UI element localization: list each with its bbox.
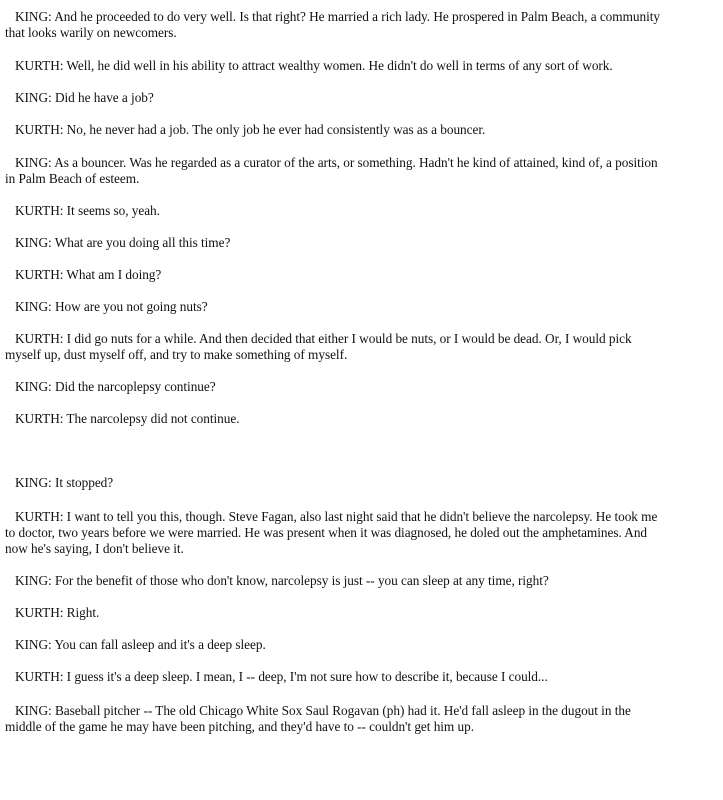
transcript-paragraph-king: KING: It stopped?: [15, 475, 114, 490]
transcript-paragraph-king: KING: And he proceeded to do very well. Is that right? He married a rich lady. He prospered in Palm Beach, a community that looks warily on newcomers.: [5, 9, 660, 40]
transcript-paragraph-kurth: KURTH: I want to tell you this, though. Steve Fagan, also last night said that he didn't believe the narcolepsy. He took me to doctor, two years before we were married. He was present when it was diagnosed, he doled out the amphetamines. And now he's saying, I don't believe it.: [5, 509, 658, 556]
transcript-paragraph-kurth: KURTH: The narcolepsy did not continue.: [15, 411, 240, 426]
transcript-paragraph-king: KING: What are you doing all this time?: [15, 235, 231, 250]
transcript-paragraph-kurth: KURTH: What am I doing?: [15, 267, 162, 282]
transcript-paragraph-king: KING: Did he have a job?: [15, 90, 154, 105]
transcript-paragraph-king: KING: For the benefit of those who don't know, narcolepsy is just -- you can sleep at any time, right?: [15, 573, 549, 588]
transcript-paragraph-king: KING: You can fall asleep and it's a deep sleep.: [15, 637, 266, 652]
transcript-paragraph-kurth: KURTH: Right.: [15, 605, 100, 620]
transcript-paragraph-kurth: KURTH: I guess it's a deep sleep. I mean, I -- deep, I'm not sure how to describe it, because I could...: [15, 669, 548, 684]
transcript-paragraph-king: KING: Baseball pitcher -- The old Chicago White Sox Saul Rogavan (ph) had it. He'd fall asleep in the dugout in the middle of the game he may have been pitching, and they'd have to -- couldn't get him up.: [5, 703, 631, 734]
transcript-paragraph-king: KING: Did the narcoplepsy continue?: [15, 379, 216, 394]
transcript-paragraph-kurth: KURTH: No, he never had a job. The only job he ever had consistently was as a bouncer.: [15, 122, 486, 137]
transcript-paragraph-king: KING: How are you not going nuts?: [15, 299, 208, 314]
transcript-paragraph-kurth: KURTH: It seems so, yeah.: [15, 203, 160, 218]
transcript-paragraph-kurth: KURTH: I did go nuts for a while. And then decided that either I would be nuts, or I would be dead. Or, I would pick myself up, dust myself off, and try to make something of myself.: [5, 331, 632, 362]
transcript-paragraph-king: KING: As a bouncer. Was he regarded as a curator of the arts, or something. Hadn't he kind of attained, kind of, a position in Palm Beach of esteem.: [5, 155, 658, 186]
transcript-paragraph-kurth: KURTH: Well, he did well in his ability to attract wealthy women. He didn't do well in terms of any sort of work.: [15, 58, 613, 73]
